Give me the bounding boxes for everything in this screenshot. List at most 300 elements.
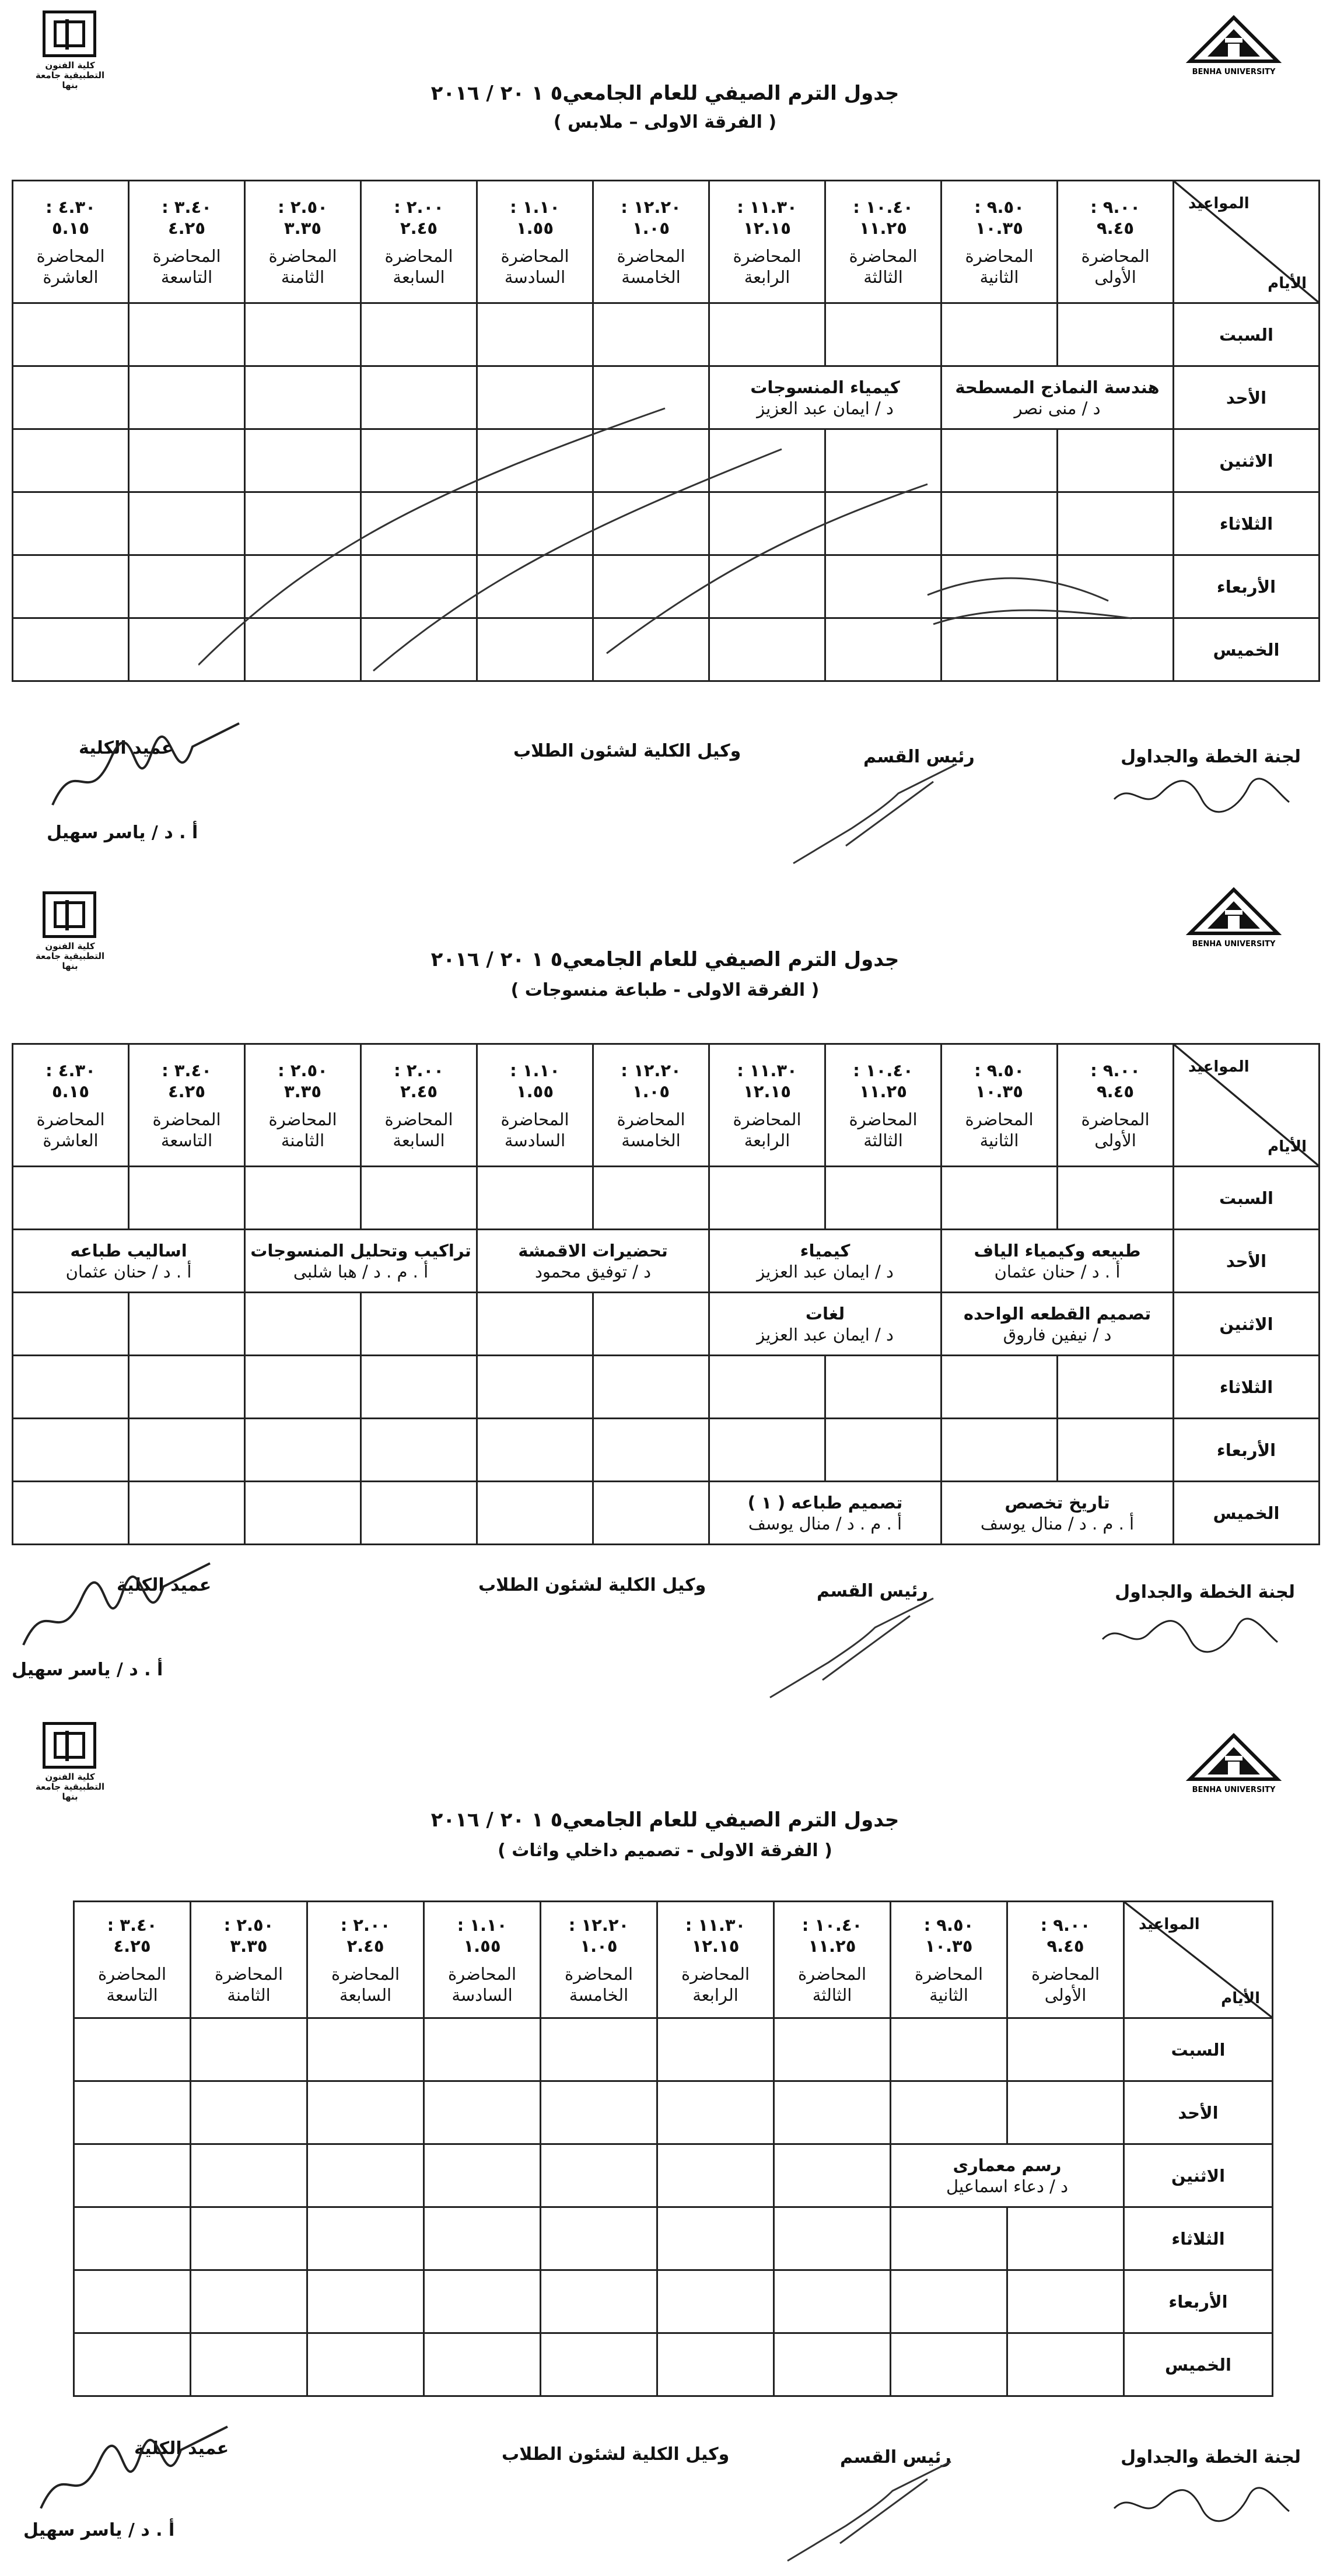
period-header-cell: [245, 181, 361, 303]
period-start-time: ١١.٣٠ :: [737, 197, 797, 217]
empty-cell: [541, 2081, 657, 2144]
empty-cell: [74, 2018, 191, 2081]
lecture-label: المحاضرة الرابعة: [681, 1964, 750, 2005]
faculty-logo: [32, 891, 108, 971]
empty-cell: [245, 303, 361, 366]
empty-cell: [191, 2207, 307, 2270]
empty-cell: [424, 2144, 541, 2207]
empty-cell: [129, 1293, 245, 1356]
corner-cell: [1174, 181, 1320, 303]
day-row: [13, 1356, 1320, 1419]
empty-cell: [593, 1167, 709, 1230]
empty-cell: [657, 2333, 774, 2396]
day-cell: الأربعاء: [1174, 555, 1320, 618]
empty-cell: [593, 1293, 709, 1356]
lecture-label: المحاضرة التاسعة: [152, 246, 221, 287]
empty-cell: [307, 2270, 424, 2333]
department-head-label: رئيس القسم: [840, 2447, 951, 2468]
course-instructor: د / توفيق محمود: [534, 1261, 652, 1282]
corner-cell: [1124, 1902, 1273, 2018]
schedule-table: [12, 1043, 1320, 1545]
lecture-label: المحاضرة الرابعة: [733, 246, 802, 287]
schedule-section-interior-design: [0, 1721, 1330, 2576]
day-row: [13, 1482, 1320, 1545]
lecture-label: المحاضرة العاشرة: [36, 1109, 105, 1150]
lecture-label: المحاضرة الثامنة: [268, 1109, 337, 1150]
empty-cell: [307, 2333, 424, 2396]
days-label: الأيام: [1221, 1990, 1260, 2007]
period-start-time: ١٠.٤٠ :: [853, 197, 914, 217]
day-row: [13, 1167, 1320, 1230]
empty-cell: [245, 1356, 361, 1419]
empty-cell: [361, 1293, 477, 1356]
lecture-label: المحاضرة الخامسة: [617, 246, 685, 287]
period-end-time: ١٠.٣٥: [975, 1081, 1023, 1101]
dean-label: عميد الكلية: [134, 2438, 229, 2459]
period-start-time: ١٠.٤٠ :: [853, 1060, 914, 1080]
faculty-logo-caption: كلية الفنون التطبيقية جامعة بنها: [35, 60, 105, 90]
day-cell: الثلاثاء: [1174, 492, 1320, 555]
day-row: [13, 1230, 1320, 1293]
empty-cell: [942, 1419, 1058, 1482]
empty-cell: [307, 2018, 424, 2081]
head-signature: [776, 2456, 963, 2572]
empty-cell: [593, 1419, 709, 1482]
empty-cell: [361, 1356, 477, 1419]
lecture-label: المحاضرة الخامسة: [564, 1964, 634, 2005]
empty-cell: [1007, 2333, 1124, 2396]
day-row: [13, 1419, 1320, 1482]
empty-cell: [191, 2081, 307, 2144]
period-start-time: ٩.٥٠ :: [923, 1915, 974, 1935]
empty-cell: [245, 1419, 361, 1482]
empty-cell: [657, 2144, 774, 2207]
committee-label: لجنة الخطة والجداول: [1121, 747, 1301, 767]
period-start-time: ٩.٠٠ :: [1090, 1060, 1140, 1080]
period-header-cell: [825, 181, 942, 303]
period-start-time: ١.١٠ :: [510, 1060, 560, 1080]
period-end-time: ٥.١٥: [51, 218, 90, 238]
course-instructor: د / دعاء اسماعيل: [946, 2176, 1068, 2196]
committee-signature: [1097, 1610, 1283, 1657]
empty-cell: [13, 1293, 129, 1356]
dean-label: عميد الكلية: [117, 1575, 212, 1595]
day-cell: الأربعاء: [1124, 2270, 1273, 2333]
department-head-label: رئيس القسم: [863, 747, 975, 767]
days-label: الأيام: [1268, 275, 1307, 292]
empty-cell: [774, 2018, 891, 2081]
empty-cell: [13, 366, 129, 429]
empty-cell: [942, 1167, 1058, 1230]
course-cell: [709, 1482, 942, 1545]
period-start-time: ٢.٥٠ :: [278, 1060, 328, 1080]
empty-cell: [774, 2333, 891, 2396]
period-end-time: ٩.٤٥: [1046, 1936, 1084, 1956]
empty-cell: [1007, 2018, 1124, 2081]
dean-signature: [29, 2421, 239, 2520]
period-start-time: ٤.٣٠ :: [46, 197, 96, 217]
lecture-label: المحاضرة التاسعة: [152, 1109, 221, 1150]
period-header-cell: [361, 181, 477, 303]
period-end-time: ١١.٢٥: [859, 1081, 907, 1101]
department-head-label: رئيس القسم: [817, 1581, 928, 1601]
dean-name: أ . د / ياسر سهيل: [47, 822, 198, 843]
empty-cell: [1007, 2081, 1124, 2144]
empty-cell: [541, 2144, 657, 2207]
period-end-time: ٢.٤٥: [346, 1936, 384, 1956]
course-instructor: د / ايمان عبد العزيز: [757, 1324, 894, 1345]
empty-cell: [891, 2270, 1007, 2333]
empty-cell: [424, 2207, 541, 2270]
period-header-cell: [1058, 181, 1174, 303]
period-start-time: ٢.٥٠ :: [223, 1915, 274, 1935]
period-end-time: ١٠.٣٥: [925, 1936, 973, 1956]
empty-cell: [477, 1293, 593, 1356]
course-instructor: أ . م . د / منال يوسف: [748, 1513, 902, 1534]
empty-cell: [541, 2333, 657, 2396]
course-instructor: أ . د / حنان عثمان: [65, 1261, 192, 1282]
period-end-time: ٤.٢٥: [167, 1081, 206, 1101]
period-header-cell: [424, 1902, 541, 2018]
empty-cell: [361, 1482, 477, 1545]
period-end-time: ٣.٣٥: [284, 218, 322, 238]
course-cell: [477, 1230, 709, 1293]
empty-cell: [1058, 303, 1174, 366]
benha-university-logo: [1184, 15, 1283, 79]
course-instructor: د / ايمان عبد العزيز: [757, 1261, 894, 1282]
course-name: طبيعه وكيمياء الياف: [974, 1240, 1141, 1261]
dean-signature: [12, 1558, 222, 1657]
empty-cell: [657, 2018, 774, 2081]
period-end-time: ٣.٣٥: [284, 1081, 322, 1101]
schedule-title: جدول الترم الصيفي للعام الجامعي٥ ١ ٢٠ / ٢٠١٦: [430, 82, 900, 105]
day-cell: الخميس: [1174, 1482, 1320, 1545]
empty-cell: [13, 1482, 129, 1545]
empty-cell: [307, 2081, 424, 2144]
faculty-logo: [32, 1722, 108, 1802]
empty-cell: [774, 2207, 891, 2270]
day-row: [74, 2333, 1273, 2396]
empty-cell: [774, 2270, 891, 2333]
schedule-section-clothing: [0, 0, 1330, 875]
empty-cell: [13, 429, 129, 492]
period-header-cell: [245, 1044, 361, 1167]
empty-cell: [1007, 2270, 1124, 2333]
empty-cell: [13, 492, 129, 555]
benha-university-logo: [1184, 1732, 1283, 1797]
period-end-time: ١.٠٥: [580, 1936, 618, 1956]
empty-cell: [657, 2207, 774, 2270]
course-name: تصميم طباعه ( ١ ): [747, 1492, 903, 1513]
period-start-time: ١.١٠ :: [510, 197, 560, 217]
head-signature: [758, 1592, 945, 1709]
schedule-subtitle: ( الفرقة الاولى – ملابس ): [553, 112, 777, 132]
lecture-label: المحاضرة السادسة: [501, 1109, 569, 1150]
empty-cell: [129, 1356, 245, 1419]
empty-cell: [191, 2333, 307, 2396]
empty-cell: [825, 1419, 942, 1482]
period-end-time: ٥.١٥: [51, 1081, 90, 1101]
day-row: [74, 2207, 1273, 2270]
period-header-cell: [891, 1902, 1007, 2018]
faculty-logo: [32, 10, 108, 90]
period-end-time: ١.٠٥: [632, 1081, 670, 1101]
header-row: [13, 181, 1320, 303]
period-start-time: ٢.٠٠ :: [340, 1915, 391, 1935]
empty-cell: [361, 1167, 477, 1230]
period-header-cell: [1058, 1044, 1174, 1167]
empty-cell: [942, 303, 1058, 366]
period-header-cell: [942, 181, 1058, 303]
period-header-cell: [709, 1044, 825, 1167]
empty-cell: [307, 2144, 424, 2207]
period-start-time: ١١.٣٠ :: [685, 1915, 746, 1935]
benha-university-logo: [1184, 887, 1283, 951]
lecture-label: المحاضرة السابعة: [384, 246, 453, 287]
period-header-cell: [129, 1044, 245, 1167]
course-cell: [942, 1230, 1174, 1293]
empty-cell: [245, 1482, 361, 1545]
empty-cell: [774, 2081, 891, 2144]
period-header-cell: [657, 1902, 774, 2018]
schedule-subtitle: ( الفرقة الاولى - طباعة منسوجات ): [510, 980, 820, 1000]
empty-cell: [593, 1482, 709, 1545]
course-cell: [245, 1230, 477, 1293]
days-label: الأيام: [1268, 1138, 1307, 1156]
period-end-time: ٢.٤٥: [400, 1081, 438, 1101]
lecture-label: المحاضرة الثالثة: [849, 246, 918, 287]
empty-cell: [74, 2144, 191, 2207]
header-row: [13, 1044, 1320, 1167]
period-start-time: ١٠.٤٠ :: [802, 1915, 863, 1935]
lecture-label: المحاضرة الأولى: [1031, 1964, 1100, 2005]
schedule-table: [73, 1901, 1273, 2397]
empty-cell: [191, 2144, 307, 2207]
period-start-time: ١٢.٢٠ :: [621, 197, 681, 217]
period-start-time: ١٢.٢٠ :: [621, 1060, 681, 1080]
course-cell: [709, 1230, 942, 1293]
period-end-time: ٣.٣٥: [230, 1936, 268, 1956]
course-name: تحضيرات الاقمشة: [518, 1240, 668, 1261]
period-header-cell: [307, 1902, 424, 2018]
empty-cell: [891, 2081, 1007, 2144]
committee-signature: [1108, 2479, 1295, 2526]
day-cell: الاثنين: [1174, 429, 1320, 492]
course-name: تاريخ تخصص: [1005, 1492, 1110, 1513]
period-end-time: ١.٥٥: [463, 1936, 501, 1956]
university-mark-text: BENHA UNIVERSITY: [1192, 68, 1276, 76]
lecture-label: المحاضرة التاسعة: [97, 1964, 167, 2005]
dean-label: عميد الكلية: [79, 738, 174, 758]
empty-cell: [541, 2270, 657, 2333]
empty-cell: [593, 1356, 709, 1419]
day-cell: السبت: [1174, 1167, 1320, 1230]
period-end-time: ١.٥٥: [516, 1081, 554, 1101]
empty-cell: [825, 303, 942, 366]
empty-cell: [541, 2207, 657, 2270]
period-start-time: ٤.٣٠ :: [46, 1060, 96, 1080]
period-start-time: ٣.٤٠ :: [107, 1915, 158, 1935]
course-instructor: أ . م . د / هبا شلبى: [293, 1261, 429, 1282]
empty-cell: [709, 303, 825, 366]
empty-cell: [13, 618, 129, 681]
committee-label: لجنة الخطة والجداول: [1115, 1582, 1295, 1602]
course-name: تصميم القطعه الواحده: [963, 1303, 1152, 1324]
period-end-time: ١٢.١٥: [743, 1081, 791, 1101]
period-end-time: ١.٥٥: [516, 218, 554, 238]
faculty-logo-caption: كلية الفنون التطبيقية جامعة بنها: [35, 941, 105, 971]
course-instructor: د / ايمان عبد العزيز: [757, 398, 894, 418]
empty-cell: [541, 2018, 657, 2081]
empty-cell: [1007, 2207, 1124, 2270]
header-row: [74, 1902, 1273, 2018]
lecture-label: المحاضرة الرابعة: [733, 1109, 802, 1150]
period-start-time: ٣.٤٠ :: [162, 1060, 212, 1080]
schedule-section-textile-printing: [0, 875, 1330, 1721]
course-name: هندسة النماذج المسطحة: [955, 377, 1160, 397]
day-cell: الاثنين: [1174, 1293, 1320, 1356]
period-header-cell: [191, 1902, 307, 2018]
empty-cell: [593, 303, 709, 366]
empty-cell: [129, 1482, 245, 1545]
empty-cell: [825, 1356, 942, 1419]
period-end-time: ١٠.٣٥: [975, 218, 1023, 238]
lecture-label: المحاضرة الثالثة: [849, 1109, 918, 1150]
empty-cell: [477, 1356, 593, 1419]
empty-cell: [1058, 1419, 1174, 1482]
empty-cell: [13, 1419, 129, 1482]
course-instructor: د / نيفين فاروق: [1003, 1324, 1112, 1345]
corner-cell: [1174, 1044, 1320, 1167]
period-start-time: ١١.٣٠ :: [737, 1060, 797, 1080]
cancellation-strokes: [198, 373, 1143, 677]
vice-dean-label: وكيل الكلية لشئون الطلاب: [502, 2444, 730, 2465]
faculty-logo-icon: [43, 891, 96, 938]
day-cell: الأحد: [1174, 366, 1320, 429]
empty-cell: [307, 2207, 424, 2270]
period-start-time: ٩.٠٠ :: [1040, 1915, 1091, 1935]
period-header-cell: [541, 1902, 657, 2018]
course-cell: [942, 1482, 1174, 1545]
period-start-time: ٢.٥٠ :: [278, 197, 328, 217]
period-header-cell: [477, 181, 593, 303]
empty-cell: [709, 1419, 825, 1482]
course-name: كيمياء المنسوجات: [750, 377, 900, 397]
course-cell: [709, 1293, 942, 1356]
empty-cell: [424, 2018, 541, 2081]
committee-signature: [1108, 770, 1295, 817]
times-label: المواعيد: [1188, 195, 1250, 212]
period-end-time: ١١.٢٥: [859, 218, 907, 238]
empty-cell: [13, 555, 129, 618]
period-header-cell: [74, 1902, 191, 2018]
period-header-cell: [477, 1044, 593, 1167]
empty-cell: [424, 2081, 541, 2144]
period-start-time: ٩.٥٠ :: [974, 197, 1024, 217]
day-row: [13, 1293, 1320, 1356]
period-header-cell: [129, 181, 245, 303]
lecture-label: المحاضرة السادسة: [501, 246, 569, 287]
period-header-cell: [1007, 1902, 1124, 2018]
day-cell: الخميس: [1174, 618, 1320, 681]
schedule-subtitle: ( الفرقة الاولى - تصميم داخلي واثاث ): [498, 1840, 832, 1861]
period-end-time: ٩.٤٥: [1096, 218, 1135, 238]
empty-cell: [477, 303, 593, 366]
course-cell: [942, 1293, 1174, 1356]
empty-cell: [774, 2144, 891, 2207]
empty-cell: [13, 1356, 129, 1419]
empty-cell: [361, 1419, 477, 1482]
empty-cell: [1058, 1356, 1174, 1419]
empty-cell: [191, 2270, 307, 2333]
course-name: كيمياء: [800, 1240, 850, 1261]
dean-signature: [41, 718, 251, 817]
lecture-label: المحاضرة العاشرة: [36, 246, 105, 287]
committee-label: لجنة الخطة والجداول: [1121, 2447, 1301, 2468]
empty-cell: [709, 1356, 825, 1419]
vice-dean-label: وكيل الكلية لشئون الطلاب: [478, 1575, 706, 1595]
empty-cell: [129, 1167, 245, 1230]
lecture-label: المحاضرة الأولى: [1081, 246, 1150, 287]
course-name: تراكيب وتحليل المنسوجات: [250, 1240, 471, 1261]
period-header-cell: [593, 181, 709, 303]
empty-cell: [74, 2270, 191, 2333]
empty-cell: [361, 303, 477, 366]
course-name: اساليب طباعه: [70, 1240, 187, 1261]
day-cell: الاثنين: [1124, 2144, 1273, 2207]
empty-cell: [424, 2270, 541, 2333]
period-header-cell: [361, 1044, 477, 1167]
empty-cell: [129, 1419, 245, 1482]
empty-cell: [74, 2207, 191, 2270]
period-header-cell: [942, 1044, 1058, 1167]
course-name: رسم معمارى: [953, 2155, 1062, 2175]
faculty-logo-icon: [43, 10, 96, 57]
course-instructor: أ . م . د / منال يوسف: [980, 1513, 1135, 1534]
empty-cell: [74, 2081, 191, 2144]
vice-dean-label: وكيل الكلية لشئون الطلاب: [513, 741, 741, 761]
empty-cell: [825, 1167, 942, 1230]
day-row: [74, 2081, 1273, 2144]
course-instructor: أ . د / حنان عثمان: [994, 1261, 1121, 1282]
period-header-cell: [13, 181, 129, 303]
empty-cell: [657, 2270, 774, 2333]
period-start-time: ١.١٠ :: [457, 1915, 508, 1935]
head-signature: [782, 758, 968, 875]
period-header-cell: [593, 1044, 709, 1167]
empty-cell: [477, 1419, 593, 1482]
period-end-time: ٤.٢٥: [113, 1936, 151, 1956]
empty-cell: [191, 2018, 307, 2081]
period-start-time: ٢.٠٠ :: [394, 197, 444, 217]
empty-cell: [245, 1167, 361, 1230]
day-cell: الخميس: [1124, 2333, 1273, 2396]
period-end-time: ٩.٤٥: [1096, 1081, 1135, 1101]
period-end-time: ١١.٢٥: [808, 1936, 856, 1956]
lecture-label: المحاضرة الثانية: [965, 1109, 1034, 1150]
empty-cell: [13, 303, 129, 366]
day-row: [74, 2018, 1273, 2081]
lecture-label: المحاضرة الثامنة: [268, 246, 337, 287]
period-header-cell: [709, 181, 825, 303]
empty-cell: [477, 1167, 593, 1230]
empty-cell: [74, 2333, 191, 2396]
period-start-time: ٩.٥٠ :: [974, 1060, 1024, 1080]
period-end-time: ١٢.١٥: [691, 1936, 740, 1956]
day-cell: السبت: [1174, 303, 1320, 366]
day-row: [74, 2270, 1273, 2333]
schedule-title: جدول الترم الصيفي للعام الجامعي٥ ١ ٢٠ / ٢٠١٦: [430, 948, 900, 971]
